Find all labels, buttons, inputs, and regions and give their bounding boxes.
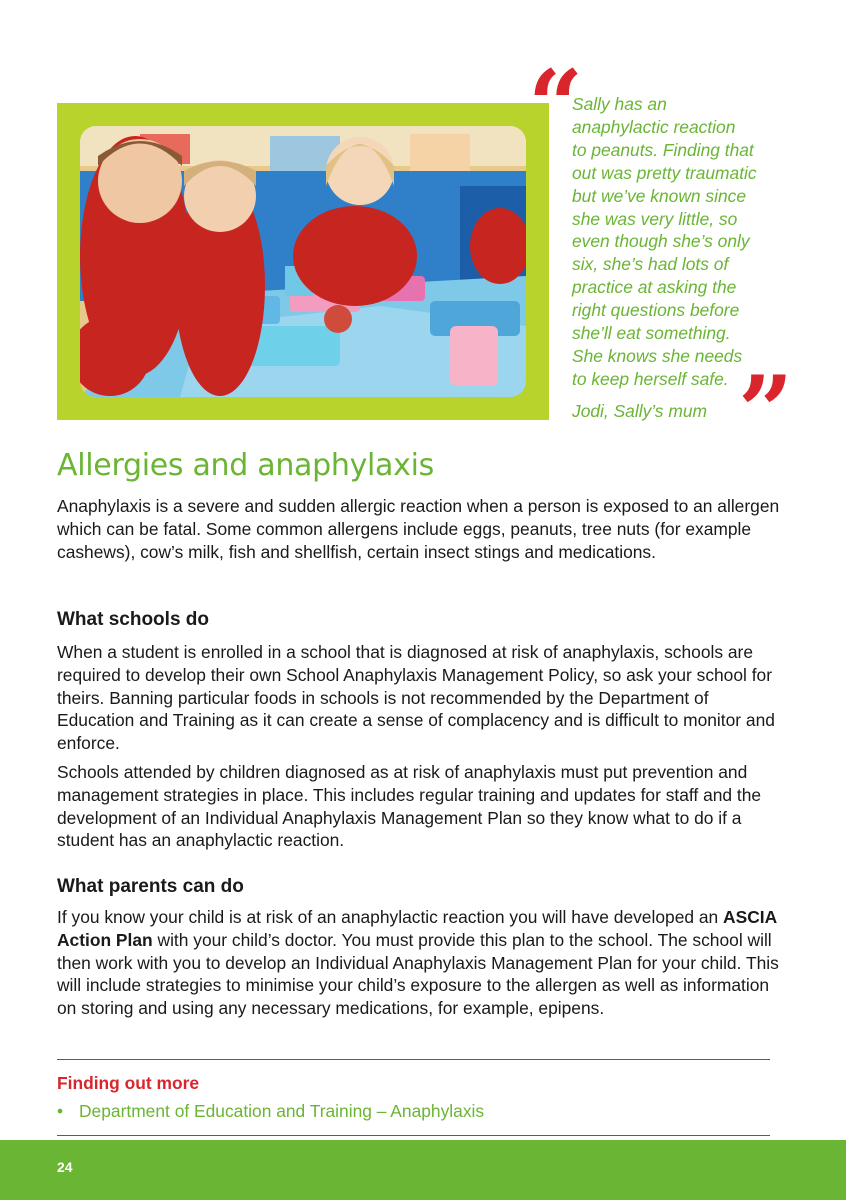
bullet-icon: •	[57, 1101, 64, 1121]
bottom-divider	[57, 1135, 770, 1136]
schools-heading: What schools do	[57, 609, 209, 630]
classroom-photo	[80, 126, 526, 397]
quote-line: right questions before	[572, 300, 740, 321]
page-number: 24	[57, 1159, 73, 1175]
testimonial-quote	[572, 93, 787, 391]
resource-list-item	[57, 1101, 484, 1122]
quote-line: six, she’s had lots of	[572, 254, 729, 275]
schools-paragraph-1: When a student is enrolled in a school that is diagnosed at risk of anaphylaxis, schools are required to develop their own School Anaphylaxis Management Policy, so ask your school for theirs. Banning particular foods in schools is not recommended by the Department of Education and Training as it can create a sense of complacency and is difficult to monitor and enforce.	[57, 642, 775, 754]
parents-paragraph	[57, 906, 782, 1020]
parents-text-start: If you know your child is at risk of an anaphylactic reaction you will have developed an	[57, 907, 724, 927]
footer-bar	[0, 1140, 846, 1200]
ascia-action-plan: ASCIA Action Plan	[57, 907, 777, 950]
top-divider	[57, 1059, 770, 1060]
parents-text-end: with your child’s doctor. You must provide this plan to the school. The school will then work with you to develop an Individual Anaphylaxis Management Plan for your child. This will include strategies to minimise your child’s exposure to the allergen as well as information on storing and using any necessary medications, for example, epipens.	[57, 929, 779, 1019]
quote-line: Sally has an	[572, 94, 667, 114]
page-title: Allergies and anaphylaxis	[57, 448, 434, 483]
quote-line: practice at asking the	[572, 277, 737, 298]
quote-line: she was very little, so	[572, 208, 738, 229]
quote-line: anaphylactic reaction	[572, 116, 736, 137]
intro-paragraph: Anaphylaxis is a severe and sudden allergic reaction when a person is exposed to an allergen which can be fatal. Some common allergens include eggs, peanuts, tree nuts (for example cashews), cow’s milk, fish and shellfish, certain insect stings and medications.	[57, 496, 780, 562]
parents-heading: What parents can do	[57, 876, 244, 897]
photo-frame	[57, 103, 549, 420]
anaphylaxis-link[interactable]: Department of Education and Training – Anaphylaxis	[79, 1101, 485, 1121]
quote-line: even though she’s only	[572, 231, 750, 252]
open-quote-mark: “	[528, 49, 584, 162]
quote-author: Jodi, Sally’s mum	[572, 401, 707, 421]
quote-line: to peanuts. Finding that	[572, 139, 754, 160]
children-eating-illustration	[80, 126, 526, 397]
schools-paragraph-2: Schools attended by children diagnosed as at risk of anaphylaxis must put prevention and management strategies in place. This includes regular training and updates for staff and the development of an Individual Anaphylaxis Management Plan so they know what to do if a student has an anaphylactic reaction.	[57, 762, 762, 851]
quote-line: she’ll eat something.	[572, 323, 731, 344]
finding-out-more-heading: Finding out more	[57, 1073, 200, 1093]
close-quote-mark: ”	[738, 355, 794, 468]
quote-line: She knows she needs	[572, 345, 743, 366]
quote-line: out was pretty traumatic	[572, 162, 757, 183]
quote-line: but we’ve known since	[572, 185, 746, 206]
quote-line: to keep herself safe.	[572, 368, 729, 389]
